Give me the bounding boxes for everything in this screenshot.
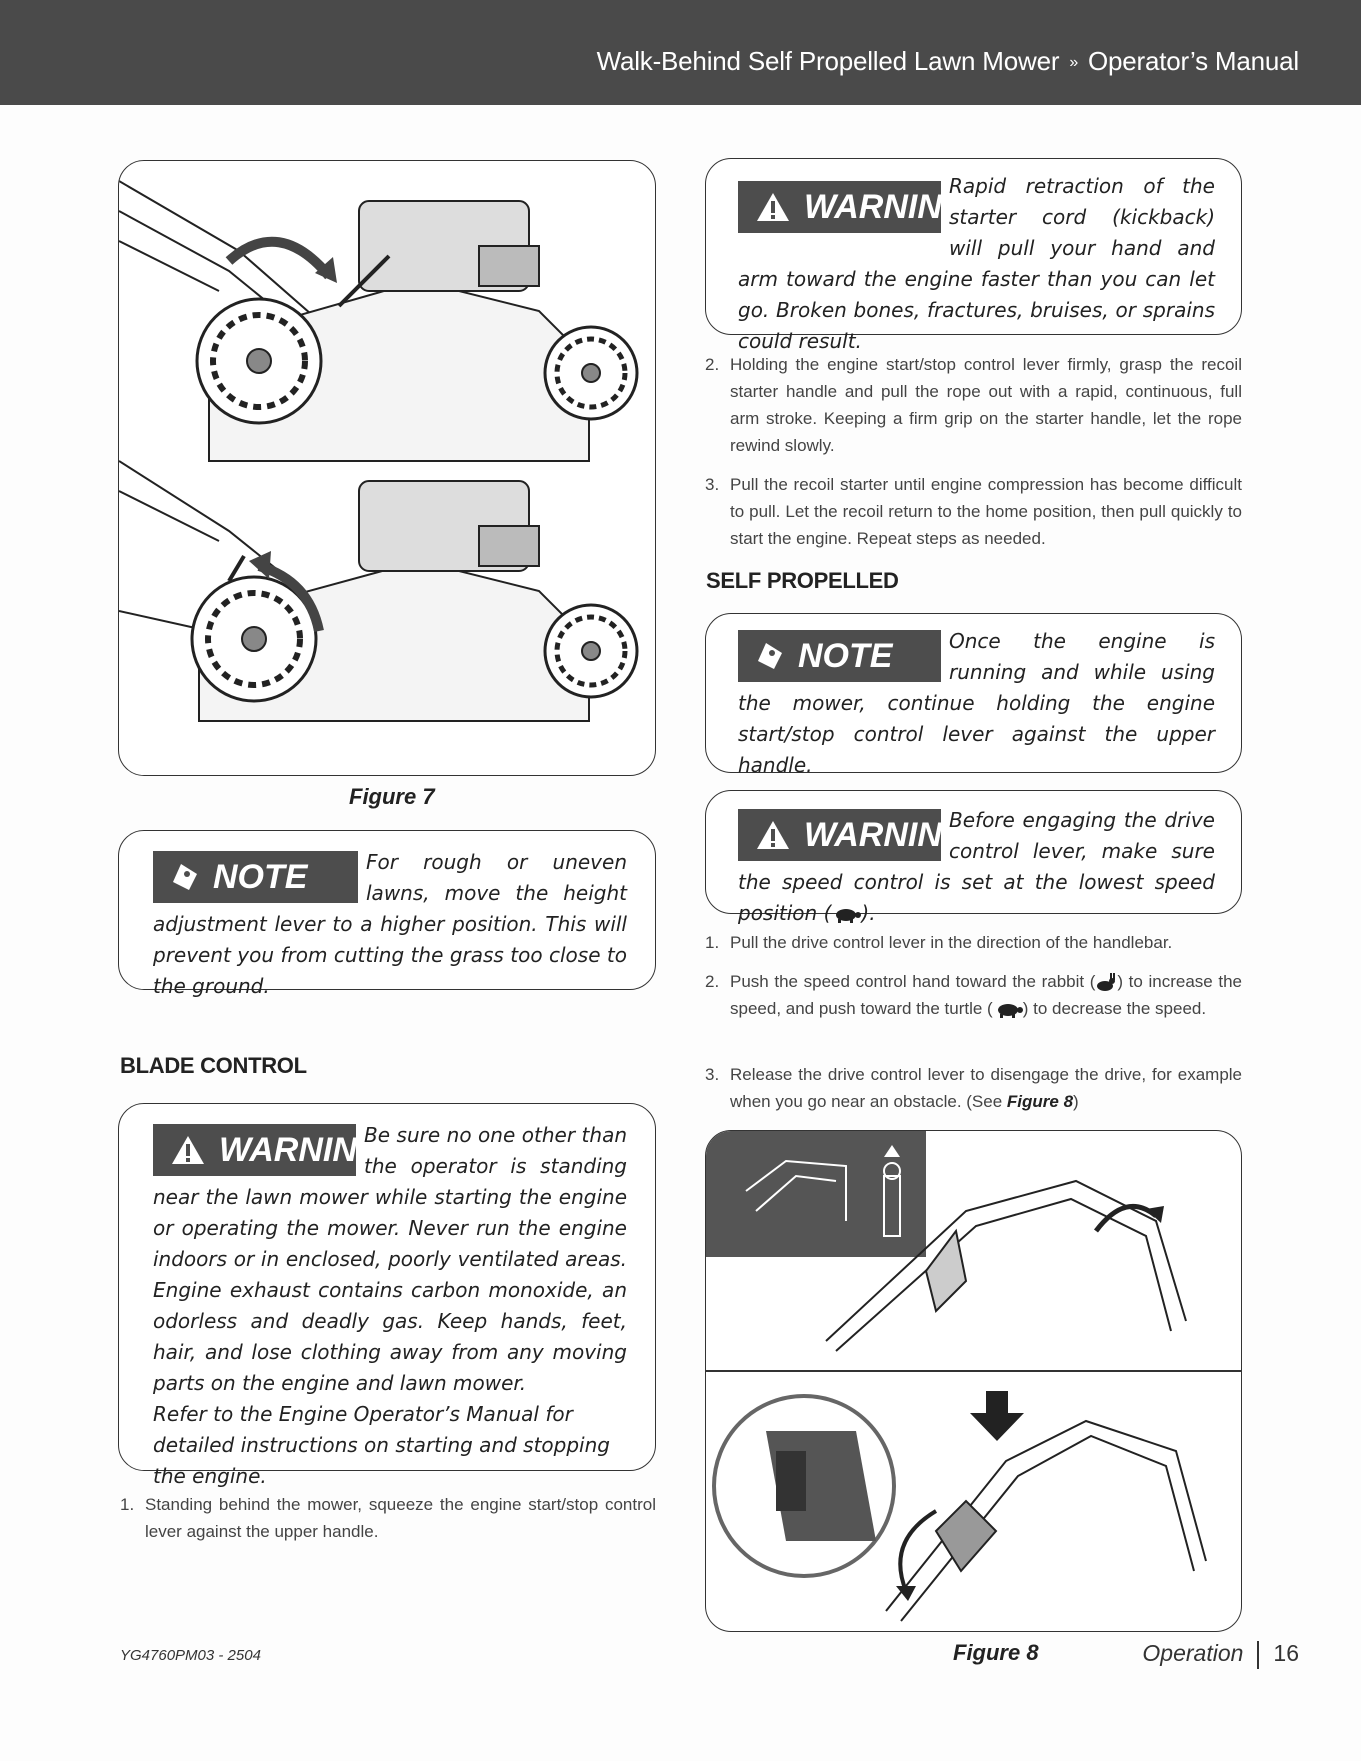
header-separator: » <box>1069 54 1079 71</box>
figure-8-panel <box>705 1130 1242 1632</box>
warning-badge-label: WARNING <box>804 815 969 854</box>
figure-7-mower-illustration <box>119 161 656 776</box>
step-2-text-c: ) to decrease the speed. <box>1022 999 1207 1018</box>
step-number: 2. <box>705 355 720 374</box>
step-number: 1. <box>705 933 720 952</box>
warning-badge-label: WARNING <box>219 1130 384 1169</box>
warning-badge <box>738 809 969 861</box>
note-tag-icon <box>756 641 784 671</box>
step-1-drive <box>705 929 1242 956</box>
footer-divider <box>1257 1641 1259 1669</box>
warning-badge <box>738 181 969 233</box>
step-3-start <box>705 471 1242 552</box>
step-number: 2. <box>705 972 720 991</box>
figure-8-reference: Figure 8 <box>1006 1092 1074 1111</box>
blade-control-heading: BLADE CONTROL <box>120 1053 307 1078</box>
step-number: 1. <box>120 1495 135 1514</box>
note-self-propelled-text: Once the engine is running and while using the mower, continue holding the engine start/stop control lever against the upper handle. <box>738 629 1215 777</box>
self-propelled-heading: SELF PROPELLED <box>706 568 899 593</box>
step-number: 3. <box>705 475 720 494</box>
warning-kickback <box>705 158 1242 353</box>
document-code: YG4760PM03 - 2504 <box>120 1647 261 1664</box>
warning-triangle-icon <box>171 1135 205 1165</box>
figure-7-panel <box>118 160 656 776</box>
step-number: 3. <box>705 1065 720 1084</box>
warning-blade-control-text: Be sure no one other than the operator is standing near the lawn mower while starting the engine or operating the mower. Never run the engine indoors or in enclosed, poorly ventilated areas. Engine exhaust contains carbon monoxide, an odorless and deadly gas. Keep hands, feet, hair, and lose clothing away from any moving parts on the engine and lawn mower. <box>153 1123 627 1395</box>
step-3-drive <box>705 1061 1242 1115</box>
header-bar <box>0 0 1361 105</box>
warning-triangle-icon <box>756 820 790 850</box>
note-tag-icon <box>171 862 199 892</box>
step-text: Standing behind the mower, squeeze the engine start/stop control lever against the upper handle. <box>145 1495 656 1541</box>
step-2-text-b: ) to increase the speed, and push toward the turtle ( <box>730 972 1242 1018</box>
warning-speed-control <box>705 790 1242 925</box>
page-number: 16 <box>1273 1640 1299 1666</box>
header-title-manual: Operator’s Manual <box>1088 46 1299 76</box>
note-badge-label: NOTE <box>213 857 308 896</box>
figure-7-caption: Figure 7 <box>349 784 435 809</box>
figure-8-handle-illustration <box>706 1131 1242 1632</box>
note-badge <box>153 851 358 903</box>
note-badge-label: NOTE <box>798 636 893 675</box>
step-text: Pull the recoil starter until engine compression has become difficult to pull. Let the recoil return to the home position, then pull quickly to start the engine. Repeat steps as needed. <box>730 475 1242 548</box>
rabbit-icon <box>1095 972 1117 994</box>
note-self-propelled <box>705 613 1242 777</box>
warning-badge <box>153 1124 384 1176</box>
header-title-product: Walk-Behind Self Propelled Lawn Mower <box>596 46 1060 76</box>
warning-kickback-text: Rapid retraction of the starter cord (kickback) will pull your hand and arm toward the engine faster than you can let go. Broken bones, fractures, bruises, or sprains could result. <box>738 174 1215 353</box>
page-footer <box>1142 1640 1299 1669</box>
warning-blade-control-text-2: Refer to the Engine Operator’s Manual for detailed instructions on starting and stopping the engine. <box>153 1402 610 1488</box>
step-text: Holding the engine start/stop control lever firmly, grasp the recoil starter handle and pull the rope out with a rapid, continuous, full arm stroke. Keeping a firm grip on the starter handle, let the rope rewind slowly. <box>730 355 1242 455</box>
warning-speed-text-main: Before engaging the drive control lever, make sure the speed control is set at the lowest speed position ( <box>738 808 1215 925</box>
step-text <box>730 968 1242 1022</box>
header-title <box>597 46 1299 77</box>
step-text <box>730 1061 1242 1115</box>
step-2-drive <box>705 968 1242 1022</box>
section-name: Operation <box>1142 1640 1244 1666</box>
figure-8-caption: Figure 8 <box>953 1640 1039 1665</box>
step-1-blade <box>120 1491 656 1545</box>
warning-badge-label: WARNING <box>804 187 969 226</box>
turtle-icon <box>831 907 861 923</box>
note-rough-lawns <box>118 830 656 998</box>
note-rough-lawns-text: For rough or uneven lawns, move the height adjustment lever to a higher position. This will prevent you from cutting the grass too close to the ground. <box>153 850 627 998</box>
step-2-start <box>705 351 1242 459</box>
step-text: Pull the drive control lever in the direction of the handlebar. <box>730 933 1173 952</box>
step-3-text-c: ) <box>1073 1092 1079 1111</box>
warning-blade-control <box>118 1103 656 1488</box>
step-2-text-a: Push the speed control hand toward the rabbit ( <box>730 972 1096 991</box>
warning-speed-text-end: ). <box>861 901 876 925</box>
step-3-text-a: Release the drive control lever to disengage the drive, for example when you go near an obstacle. (See <box>730 1065 1242 1111</box>
turtle-icon <box>993 1002 1023 1018</box>
note-badge <box>738 630 941 682</box>
warning-triangle-icon <box>756 192 790 222</box>
